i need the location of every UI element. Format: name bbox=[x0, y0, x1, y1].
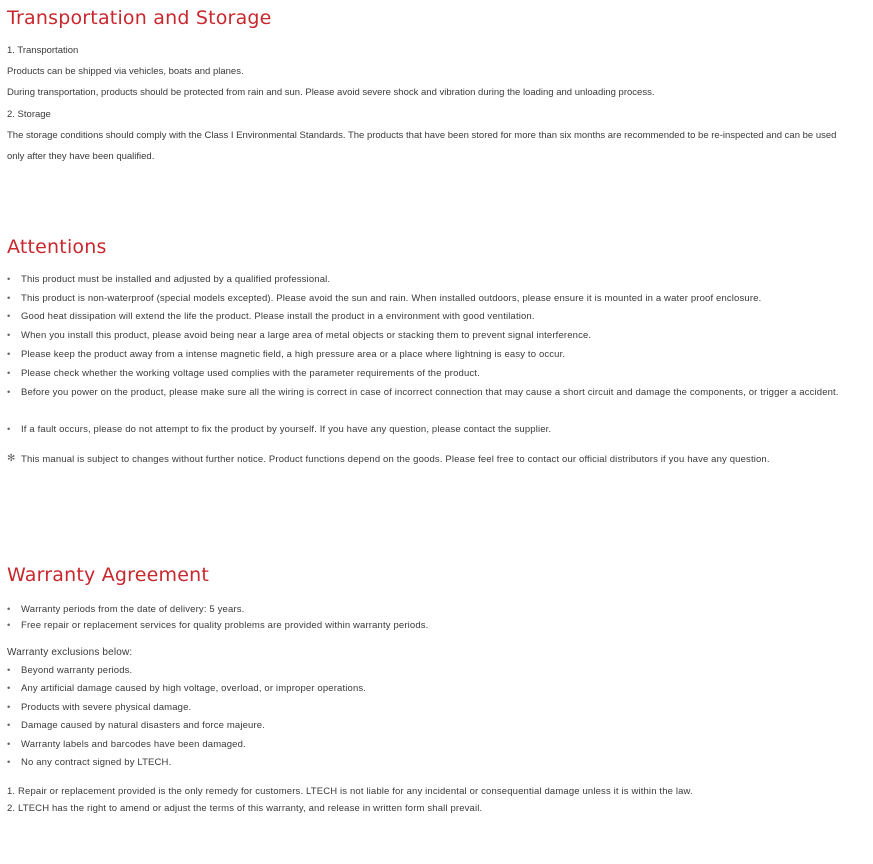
attention-item bbox=[7, 311, 869, 323]
transport-line-1: Products can be shipped via vehicles, boats and planes. bbox=[7, 66, 244, 77]
bullet-icon: • bbox=[7, 683, 11, 694]
bullet-icon: • bbox=[7, 739, 11, 750]
bullet-icon: • bbox=[7, 349, 11, 360]
warranty-item bbox=[7, 620, 869, 632]
attention-item bbox=[7, 424, 869, 436]
warranty-item bbox=[7, 604, 869, 616]
bullet-icon: • bbox=[7, 702, 11, 713]
transport-heading: 1. Transportation bbox=[7, 45, 79, 56]
storage-line-2: only after they have been qualified. bbox=[7, 151, 155, 162]
attention-item bbox=[7, 349, 869, 361]
exclusion-item bbox=[7, 702, 869, 714]
attention-item-text: This product is non-waterproof (special models excepted). Please avoid the sun and rain. When installed outdoors, please ensure it is mounted in a water proof enclosure. bbox=[21, 293, 762, 304]
exclusion-item-text: No any contract signed by LTECH. bbox=[21, 757, 172, 768]
attentions-title: Attentions bbox=[7, 236, 107, 258]
transport-line-2: During transportation, products should be protected from rain and sun. Please avoid severe shock and vibration during the loading and unloading process. bbox=[7, 87, 655, 98]
exclusion-item-text: Any artificial damage caused by high voltage, overload, or improper operations. bbox=[21, 683, 367, 694]
warranty-term-1: 1. Repair or replacement provided is the only remedy for customers. LTECH is not liable for any incidental or consequential damage unless it is within the law. bbox=[7, 786, 693, 797]
exclusion-item-text: Warranty labels and barcodes have been damaged. bbox=[21, 739, 246, 750]
exclusion-item bbox=[7, 720, 869, 732]
exclusions-heading: Warranty exclusions below: bbox=[7, 647, 133, 658]
attention-item bbox=[7, 330, 869, 342]
attention-item-text: Before you power on the product, please make sure all the wiring is correct in case of incorrect connection that may cause a short circuit and damage the components, or trigger a accident. bbox=[21, 387, 839, 398]
transport-title: Transportation and Storage bbox=[7, 7, 272, 29]
exclusion-item-text: Products with severe physical damage. bbox=[21, 702, 192, 713]
bullet-icon: • bbox=[7, 368, 11, 379]
attention-item-text: Please keep the product away from a intense magnetic field, a high pressure area or a place where lightning is easy to occur. bbox=[21, 349, 566, 360]
attention-item bbox=[7, 274, 869, 286]
attention-item-text: Good heat dissipation will extend the life the product. Please install the product in a environment with good ventilation. bbox=[21, 311, 535, 322]
bullet-icon: • bbox=[7, 424, 11, 435]
bullet-icon: • bbox=[7, 274, 11, 285]
exclusion-item bbox=[7, 665, 869, 677]
bullet-icon: • bbox=[7, 720, 11, 731]
exclusion-item bbox=[7, 683, 869, 695]
bullet-icon: • bbox=[7, 293, 11, 304]
manual-notice bbox=[7, 454, 869, 466]
attention-item-text: Please check whether the working voltage used complies with the parameter requirements of the product. bbox=[21, 368, 480, 379]
manual-notice-text: This manual is subject to changes without further notice. Product functions depend on the goods. Please feel free to contact our official distributors if you have any question. bbox=[21, 454, 770, 465]
warranty-title: Warranty Agreement bbox=[7, 564, 210, 586]
attention-item bbox=[7, 387, 869, 403]
warranty-item-text: Free repair or replacement services for quality problems are provided within warranty periods. bbox=[21, 620, 429, 631]
storage-heading: 2. Storage bbox=[7, 109, 51, 120]
bullet-icon: • bbox=[7, 604, 11, 615]
bullet-icon: • bbox=[7, 311, 11, 322]
warranty-item-text: Warranty periods from the date of delivery: 5 years. bbox=[21, 604, 245, 615]
bullet-icon: • bbox=[7, 665, 11, 676]
warranty-term-2: 2. LTECH has the right to amend or adjust the terms of this warranty, and release in written form shall prevail. bbox=[7, 803, 483, 814]
storage-line-1: The storage conditions should comply with the Class I Environmental Standards. The products that have been stored for more than six months are recommended to be re-inspected and can be used bbox=[7, 130, 837, 141]
attention-item-text: This product must be installed and adjusted by a qualified professional. bbox=[21, 274, 331, 285]
attention-item-text: When you install this product, please avoid being near a large area of metal objects or stacking them to prevent signal interference. bbox=[21, 330, 592, 341]
bullet-icon: • bbox=[7, 620, 11, 631]
asterisk-icon: ✻ bbox=[7, 453, 16, 464]
bullet-icon: • bbox=[7, 387, 11, 398]
bullet-icon: • bbox=[7, 757, 11, 768]
attention-item bbox=[7, 293, 869, 305]
exclusion-item-text: Damage caused by natural disasters and force majeure. bbox=[21, 720, 265, 731]
attention-item bbox=[7, 368, 869, 380]
attention-item-text: If a fault occurs, please do not attempt to fix the product by yourself. If you have any question, please contact the supplier. bbox=[21, 424, 552, 435]
exclusion-item bbox=[7, 739, 869, 751]
exclusion-item bbox=[7, 757, 869, 769]
bullet-icon: • bbox=[7, 330, 11, 341]
exclusion-item-text: Beyond warranty periods. bbox=[21, 665, 133, 676]
